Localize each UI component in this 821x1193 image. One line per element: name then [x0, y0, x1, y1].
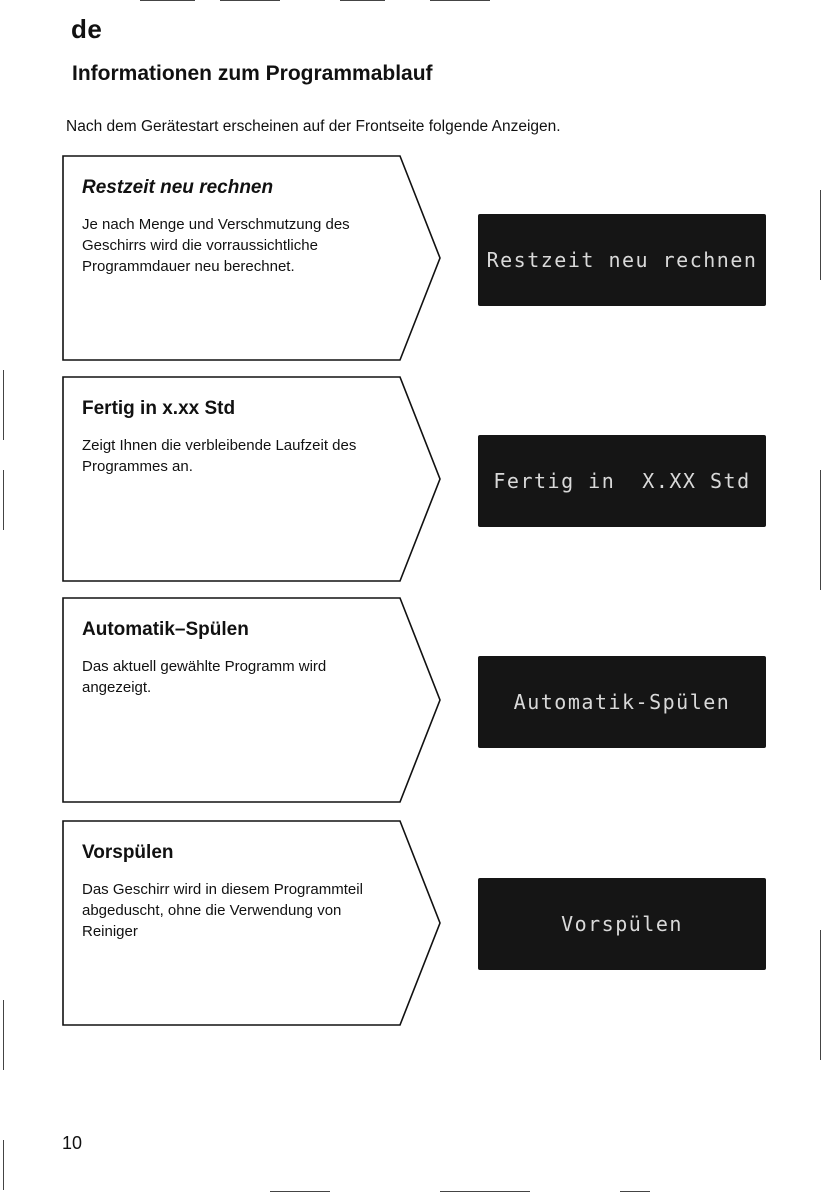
step-description: Das aktuell gewählte Programm wird angezeigt. — [82, 658, 327, 696]
scan-edge-mark — [3, 370, 4, 440]
step-description: Je nach Menge und Verschmutzung des Geschirrs wird die vorraussichtliche Programmdauer neu berechnet. — [82, 216, 350, 275]
step-vorspuelen — [62, 820, 442, 1026]
intro-text: Nach dem Gerätestart erscheinen auf der Frontseite folgende Anzeigen. — [66, 118, 561, 135]
scan-edge-mark — [220, 0, 280, 1]
step-description: Zeigt Ihnen die verbleibende Laufzeit des Programmes an. — [82, 437, 357, 475]
step-description: Das Geschirr wird in diesem Programmteil abgeduscht, ohne die Verwendung von Reiniger — [82, 881, 363, 940]
step-title: Restzeit neu rechnen — [82, 177, 274, 198]
scan-edge-mark — [620, 1191, 650, 1192]
display-readout: Automatik-Spülen — [513, 690, 731, 714]
scan-edge-mark — [440, 1191, 530, 1192]
scan-edge-mark — [340, 0, 385, 1]
display-readout: Vorspülen — [561, 912, 683, 936]
display-panel — [478, 214, 766, 306]
step-title: Fertig in x.xx Std — [82, 398, 236, 419]
step-title: Automatik–Spülen — [82, 619, 249, 640]
step-fertig — [62, 376, 442, 582]
scan-edge-mark — [3, 1000, 4, 1070]
scan-edge-mark — [3, 1140, 4, 1190]
display-panel — [478, 656, 766, 748]
step-automatik — [62, 597, 442, 803]
display-readout: Restzeit neu rechnen — [486, 248, 758, 272]
step-restzeit — [62, 155, 442, 361]
display-readout: Fertig in X.XX Std — [493, 469, 751, 493]
scan-edge-mark — [140, 0, 195, 1]
display-panel — [478, 435, 766, 527]
page-number: 10 — [62, 1133, 83, 1153]
scan-edge-mark — [270, 1191, 330, 1192]
display-panel — [478, 878, 766, 970]
step-title: Vorspülen — [82, 842, 174, 863]
scan-edge-mark — [430, 0, 490, 1]
section-title: Informationen zum Programmablauf — [72, 62, 433, 85]
language-tag: de — [71, 14, 103, 44]
scan-edge-mark — [3, 470, 4, 530]
